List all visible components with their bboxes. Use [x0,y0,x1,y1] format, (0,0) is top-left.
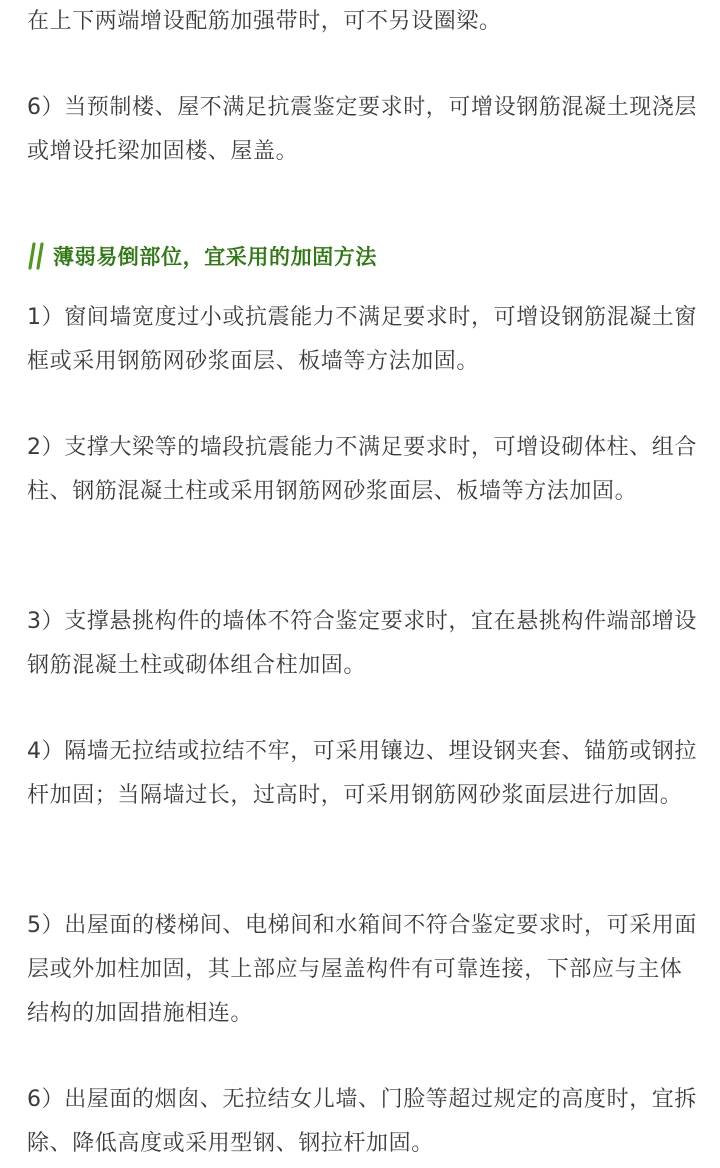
list-item-1: 1）窗间墙宽度过小或抗震能力不满足要求时，可增设钢筋混凝土窗框或采用钢筋网砂浆面层、板墙等方法加固。 [27,305,697,374]
intro-paragraph-1: 在上下两端增设配筋加强带时，可不另设圈梁。 [27,9,502,34]
intro-paragraph-2: 6）当预制楼、屋不满足抗震鉴定要求时，可增设钢筋混凝土现浇层或增设托梁加固楼、屋盖。 [27,95,697,164]
section-title: 薄弱易倒部位，宜采用的加固方法 [53,245,377,269]
list-item-4: 4）隔墙无拉结或拉结不牢，可采用镶边、埋设钢夹套、锚筋或钢拉杆加固；当隔墙过长，过高时，可采用钢筋网砂浆面层进行加固。 [27,739,697,808]
double-slash-icon [27,242,47,270]
list-item-3: 3）支撑悬挑构件的墙体不符合鉴定要求时，宜在悬挑构件端部增设钢筋混凝土柱或砌体组合柱加固。 [27,609,697,678]
section-heading [27,238,377,274]
list-item-6: 6）出屋面的烟囱、无拉结女儿墙、门脸等超过规定的高度时，宜拆除、降低高度或采用型钢、钢拉杆加固。 [27,1087,697,1156]
list-item-5: 5）出屋面的楼梯间、电梯间和水箱间不符合鉴定要求时，可采用面层或外加柱加固，其上部应与屋盖构件有可靠连接，下部应与主体结构的加固措施相连。 [27,913,697,1026]
list-item-2: 2）支撑大梁等的墙段抗震能力不满足要求时，可增设砌体柱、组合柱、钢筋混凝土柱或采用钢筋网砂浆面层、板墙等方法加固。 [27,435,697,504]
